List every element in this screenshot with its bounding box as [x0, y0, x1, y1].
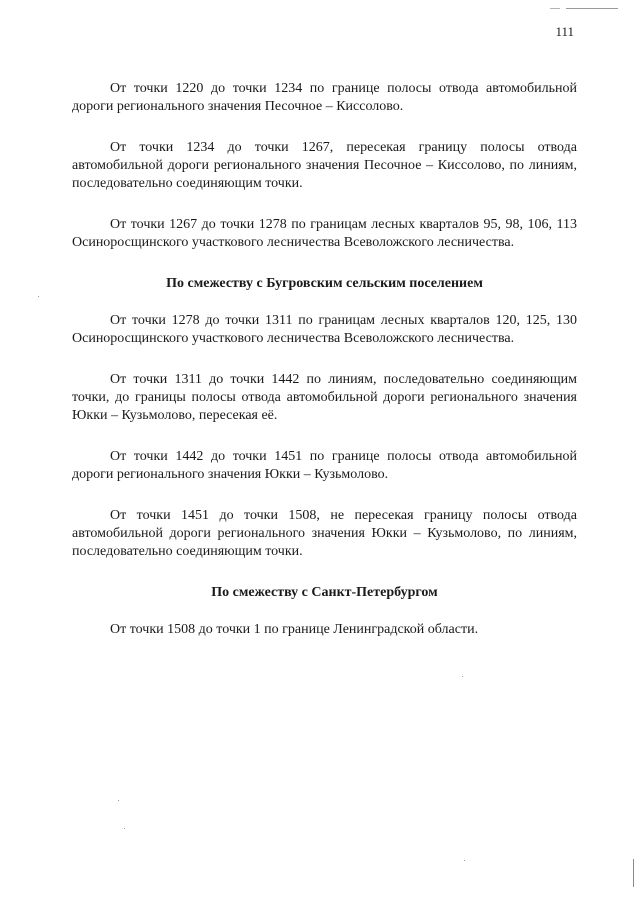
scan-speck	[464, 860, 465, 861]
scan-speck	[124, 828, 125, 829]
paragraph: От точки 1278 до точки 1311 по границам лесных кварталов 120, 125, 130 Осиноросщинского участкового лесничества Всеволожского лесничества.	[72, 313, 577, 346]
scan-speck	[462, 676, 463, 677]
scan-speck	[38, 296, 39, 297]
section-heading: По смежеству с Санкт-Петербургом	[211, 585, 438, 600]
paragraph: От точки 1311 до точки 1442 по линиям, последовательно соединяющим точки, до границы полосы отвода автомобильной дороги регионального значения Юкки – Кузьмолово, пересекая её.	[72, 372, 577, 423]
paragraph: От точки 1508 до точки 1 по границе Ленинградской области.	[110, 622, 479, 637]
paragraph: От точки 1442 до точки 1451 по границе полосы отвода автомобильной дороги регионального значения Юкки – Кузьмолово.	[72, 449, 577, 482]
paragraph: От точки 1267 до точки 1278 по границам лесных кварталов 95, 98, 106, 113 Осиноросщинского участкового лесничества Всеволожского лесничества.	[72, 217, 577, 250]
paragraph: От точки 1220 до точки 1234 по границе полосы отвода автомобильной дороги регионального значения Песочное – Киссолово.	[72, 81, 577, 114]
scan-artifact-edge	[633, 859, 634, 887]
paragraph: От точки 1451 до точки 1508, не пересекая границу полосы отвода автомобильной дороги регионального значения Юкки – Кузьмолово, по линиям, последовательно соединяющим точки.	[72, 508, 577, 559]
paragraph: От точки 1234 до точки 1267, пересекая границу полосы отвода автомобильной дороги регионального значения Песочное – Киссолово, по линиям, последовательно соединяющим точки.	[72, 140, 577, 191]
scan-artifact-dash	[550, 8, 560, 9]
scan-speck	[118, 800, 119, 801]
section-heading: По смежеству с Бугровским сельским поселением	[166, 276, 483, 291]
page-number: 111	[555, 24, 574, 39]
scan-artifact-line	[566, 8, 618, 9]
document-body	[72, 80, 577, 662]
